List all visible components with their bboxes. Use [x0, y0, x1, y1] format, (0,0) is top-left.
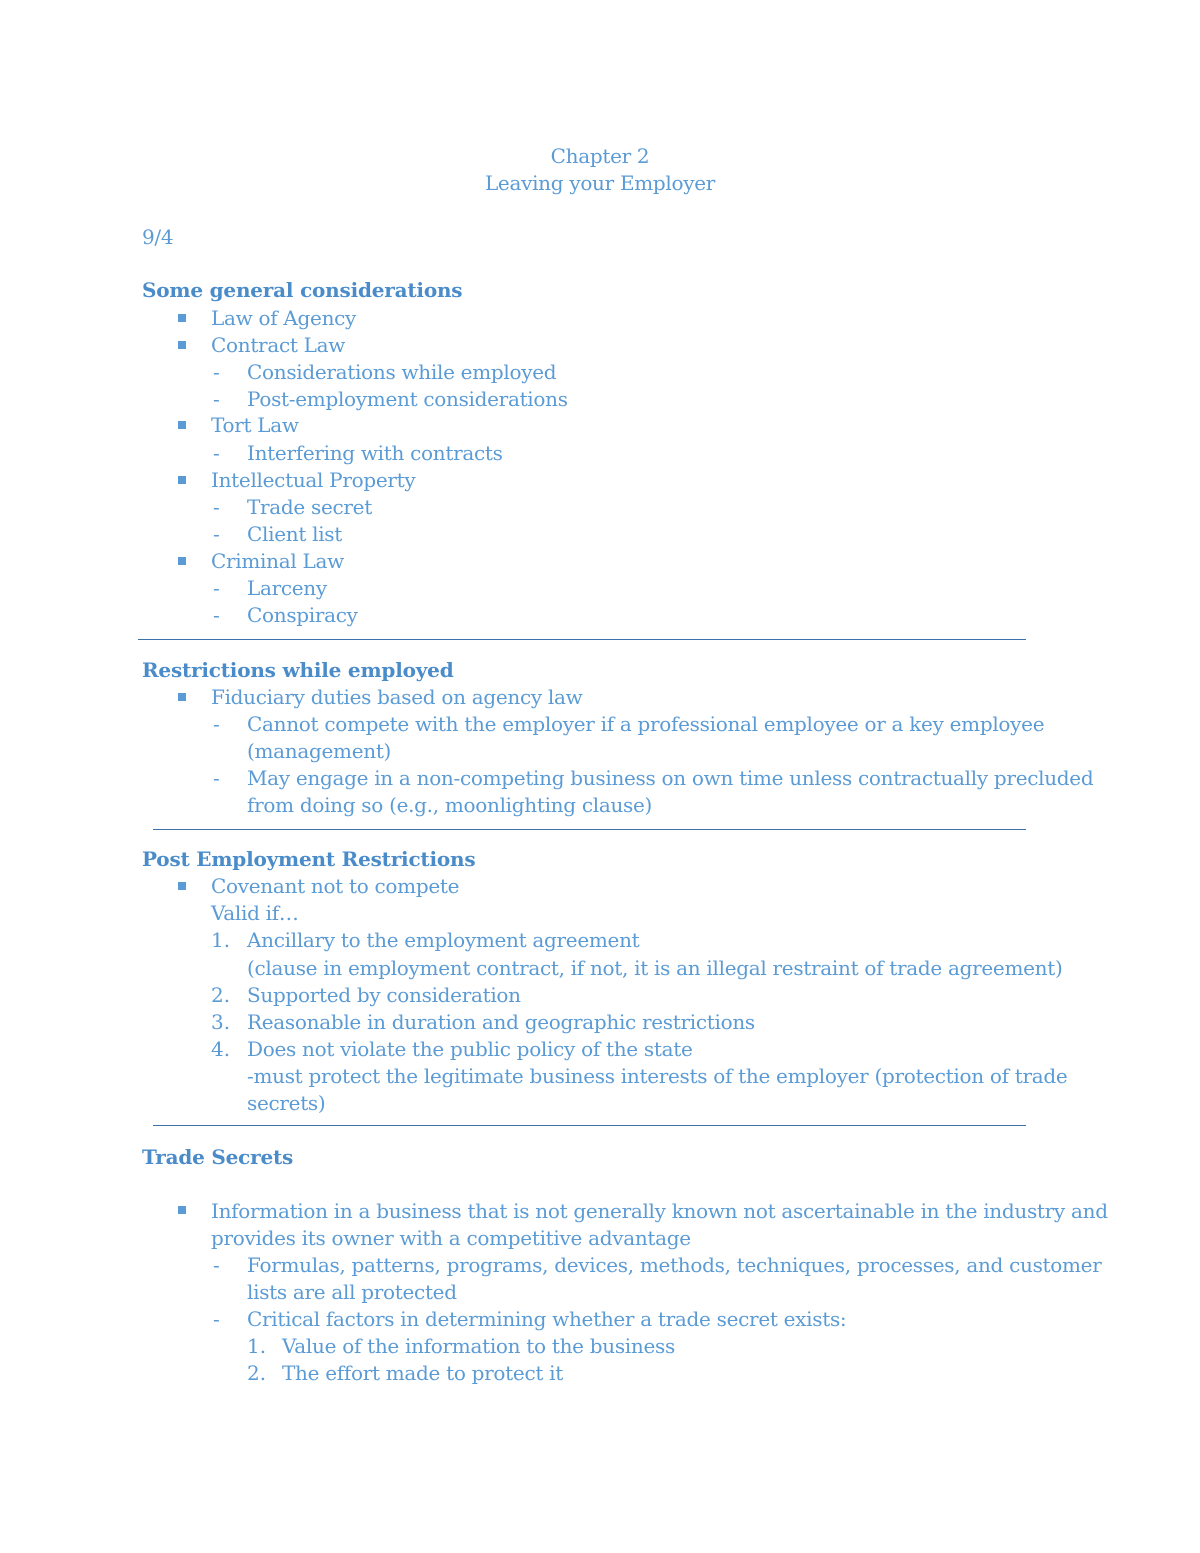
dash-marker: -: [213, 576, 220, 600]
section-divider: [138, 639, 1026, 640]
list-item: Covenant not to compete: [211, 874, 460, 898]
numbered-item: Supported by consideration: [247, 983, 521, 1007]
sub-list-item-continued: lists are all protected: [247, 1280, 457, 1304]
sub-list-item: Cannot compete with the employer if a professional employee or a key employee: [247, 712, 1045, 736]
section-heading-while-employed: Restrictions while employed: [142, 658, 454, 682]
sub-list-item: Larceny: [247, 576, 327, 600]
section-heading-trade-secrets: Trade Secrets: [142, 1145, 294, 1169]
list-item-continued: provides its owner with a competitive advantage: [211, 1226, 691, 1250]
numbered-item: Value of the information to the business: [282, 1334, 675, 1358]
section-divider: [153, 829, 1026, 830]
list-item-continued: Valid if…: [211, 901, 299, 925]
list-item: Tort Law: [211, 413, 299, 437]
list-item: Fiduciary duties based on agency law: [211, 685, 583, 709]
section-heading-post-employment: Post Employment Restrictions: [142, 847, 476, 871]
sub-list-item: Client list: [247, 522, 343, 546]
dash-marker: -: [213, 522, 220, 546]
numbered-item-note: (clause in employment contract, if not, it is an illegal restraint of trade agreement): [247, 956, 1063, 980]
sub-list-item-continued: (management): [247, 739, 392, 763]
sub-list-item: May engage in a non-competing business on own time unless contractually precluded: [247, 766, 1094, 790]
sub-list-item: Conspiracy: [247, 603, 358, 627]
chapter-label: Chapter 2: [550, 144, 650, 168]
list-number: 1.: [247, 1334, 267, 1358]
numbered-item: The effort made to protect it: [282, 1361, 563, 1385]
numbered-item: Reasonable in duration and geographic restrictions: [247, 1010, 755, 1034]
list-item: Law of Agency: [211, 306, 357, 330]
bullet-icon: [178, 1206, 186, 1214]
sub-list-item: Trade secret: [247, 495, 372, 519]
dash-marker: -: [213, 603, 220, 627]
dash-marker: -: [213, 495, 220, 519]
dash-marker: -: [213, 1253, 220, 1277]
sub-list-item-continued: from doing so (e.g., moonlighting clause): [247, 793, 653, 817]
document-title: Leaving your Employer: [484, 171, 716, 195]
dash-marker: -: [213, 387, 220, 411]
list-item: Criminal Law: [211, 549, 344, 573]
bullet-icon: [178, 882, 186, 890]
numbered-item-note: secrets): [247, 1091, 326, 1115]
list-item: Information in a business that is not generally known not ascertainable in the industry and: [211, 1199, 1108, 1223]
list-number: 2.: [211, 983, 231, 1007]
section-heading-general: Some general considerations: [142, 278, 463, 302]
section-divider: [153, 1125, 1026, 1126]
bullet-icon: [178, 421, 186, 429]
dash-marker: -: [213, 766, 220, 790]
list-number: 1.: [211, 928, 231, 952]
bullet-icon: [178, 557, 186, 565]
sub-list-item: Interfering with contracts: [247, 441, 503, 465]
sub-list-item: Considerations while employed: [247, 360, 557, 384]
list-item: Contract Law: [211, 333, 346, 357]
dash-marker: -: [213, 360, 220, 384]
list-number: 2.: [247, 1361, 267, 1385]
dash-marker: -: [213, 712, 220, 736]
bullet-icon: [178, 693, 186, 701]
list-number: 4.: [211, 1037, 231, 1061]
sub-list-item: Critical factors in determining whether a trade secret exists:: [247, 1307, 847, 1331]
numbered-item-note: -must protect the legitimate business interests of the employer (protection of trade: [247, 1064, 1068, 1088]
numbered-item: Does not violate the public policy of the state: [247, 1037, 693, 1061]
numbered-item: Ancillary to the employment agreement: [247, 928, 640, 952]
dash-marker: -: [213, 441, 220, 465]
date-label: 9/4: [142, 225, 174, 249]
bullet-icon: [178, 476, 186, 484]
sub-list-item: Post-employment considerations: [247, 387, 568, 411]
list-number: 3.: [211, 1010, 231, 1034]
bullet-icon: [178, 341, 186, 349]
list-item: Intellectual Property: [211, 468, 416, 492]
dash-marker: -: [213, 1307, 220, 1331]
bullet-icon: [178, 314, 186, 322]
sub-list-item: Formulas, patterns, programs, devices, methods, techniques, processes, and customer: [247, 1253, 1102, 1277]
